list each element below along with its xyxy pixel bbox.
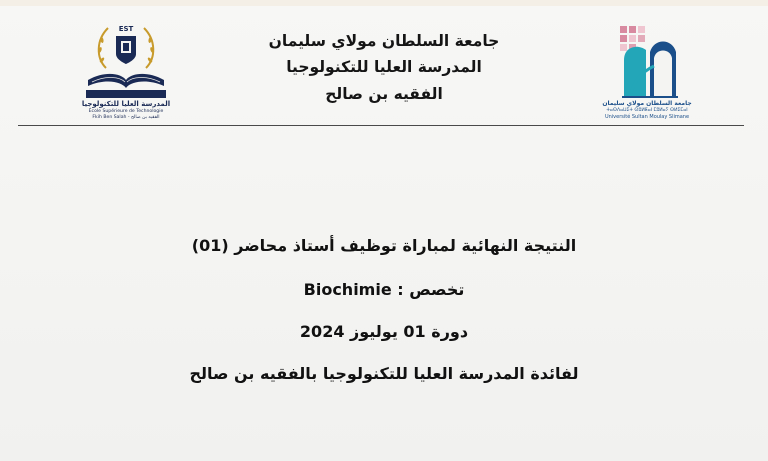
usms-caption-arabic: جامعة السلطان مولاي سليمان xyxy=(602,100,692,107)
est-caption-french: École Supérieure de Technologie xyxy=(88,109,164,114)
est-caption-arabic: المدرسة العليا للتكنولوجيا xyxy=(81,100,171,108)
specialty-line: تخصص : Biochimie xyxy=(303,280,465,299)
est-logo xyxy=(78,20,174,120)
beneficiary-line: لفائدة المدرسة العليا للتكنولوجيا بالفقيه بن صالح xyxy=(189,364,579,383)
usms-caption-french: Université Sultan Moulay Slimane xyxy=(604,114,690,120)
est-caption-location: Fkih Ben Salah - الفقيه بن صالح xyxy=(92,115,160,120)
top-edge xyxy=(0,0,768,6)
university-name: جامعة السلطان مولاي سليمان xyxy=(268,32,500,50)
usms-logo xyxy=(594,20,700,124)
est-acronym: EST xyxy=(118,25,134,33)
usms-caption-tifinagh: ⵜⴰⵙⴷⴰⵡⵉⵜ ⵙⵓⵍⵟⴰⵏ ⵎⵓⵍⴰⵢ ⵙⵍⵉⵎⴰⵏ xyxy=(606,108,688,113)
est-emblem-icon xyxy=(78,20,174,100)
result-title: النتيجة النهائية لمباراة توظيف أستاذ محاضر (01) xyxy=(191,236,577,255)
usms-emblem-icon xyxy=(594,20,700,100)
header-divider xyxy=(18,125,744,126)
school-name: المدرسة العليا للتكنولوجيا xyxy=(286,58,482,76)
session-line: دورة 01 يوليوز 2024 xyxy=(299,322,469,341)
city-name: الفقيه بن صالح xyxy=(325,85,443,103)
